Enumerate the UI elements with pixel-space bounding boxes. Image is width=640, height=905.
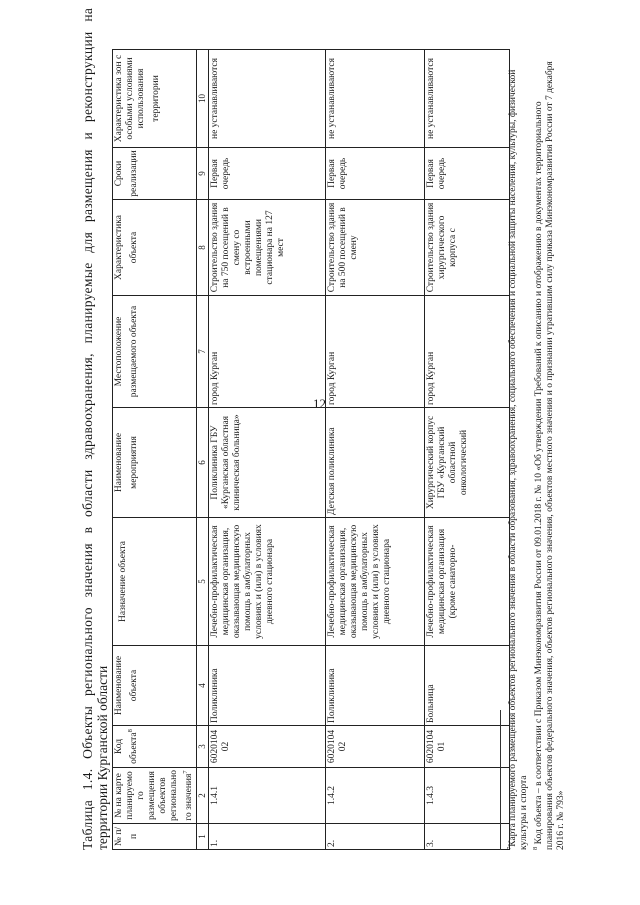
object-code: 602010402 xyxy=(326,726,425,768)
object-location: город Курган xyxy=(425,296,510,408)
object-purpose: Лечебно-профилактическая медицинская организация, оказывающая медицинскую помощь в амбулаторных условиях и (или) в условиях дневного стационара xyxy=(209,518,326,646)
column-header: Наименование объекта xyxy=(113,646,197,726)
object-code: 602010401 xyxy=(425,726,510,768)
row-number: 3. xyxy=(425,824,510,850)
object-name: Поликлиника xyxy=(326,646,425,726)
map-number: 1.4.3 xyxy=(425,768,510,824)
object-purpose: Лечебно-профилактическая медицинская организация, оказывающая медицинскую помощь в амбулаторных условиях и (или) в условиях дневного стационара xyxy=(326,518,425,646)
footnote: $^8$ Код объекта – в соответствии с Приказом Минэкономразвития России от 09.01.2018 г. № 10 «Об утверждении Требований к описанию и отображению в документах территориального планирования объектов федерального значения, объектов регионального значения, объектов местного значения и о признании утратившим силу приказа Минэкономразвития России от 7 декабря 2016 г. № 793» xyxy=(532,61,567,850)
implementation-term: Первая очередь xyxy=(209,148,326,200)
footnote-separator xyxy=(500,710,501,850)
column-number: 2 xyxy=(197,768,209,824)
table-row xyxy=(326,50,425,850)
event-name: Детская поликлиника xyxy=(326,408,425,518)
event-name: Хирургический корпус ГБУ «Курганский областной онкологический xyxy=(425,408,510,518)
special-zones: не устанавливаются xyxy=(326,50,425,148)
column-number: 10 xyxy=(197,50,209,148)
row-number: 2. xyxy=(326,824,425,850)
object-characteristic: Строительство здания на 500 посещений в смену xyxy=(326,200,425,296)
column-number: 6 xyxy=(197,408,209,518)
column-number: 8 xyxy=(197,200,209,296)
column-header: Местоположение размещаемого объекта xyxy=(113,296,197,408)
table-row xyxy=(425,50,510,850)
object-name: Поликлиника xyxy=(209,646,326,726)
object-location: город Курган xyxy=(326,296,425,408)
column-number: 4 xyxy=(197,646,209,726)
column-header: № п/п xyxy=(113,824,197,850)
column-number: 1 xyxy=(197,824,209,850)
page-number: 12 xyxy=(313,396,326,411)
object-code: 602010402 xyxy=(209,726,326,768)
map-number: 1.4.2 xyxy=(326,768,425,824)
event-name: Поликлиника ГБУ «Курганская областная клиническая больница» xyxy=(209,408,326,518)
column-number: 5 xyxy=(197,518,209,646)
special-zones: не устанавливаются xyxy=(425,50,510,148)
column-header: Характеристика объекта xyxy=(113,200,197,296)
table-title xyxy=(80,7,110,850)
footnotes xyxy=(500,50,567,850)
column-header: Характеристика зон с особыми условиями использования территории xyxy=(113,50,197,148)
column-number: 9 xyxy=(197,148,209,200)
rotated-page-content xyxy=(80,7,600,850)
table-row xyxy=(209,50,326,850)
implementation-term: Первая очередь xyxy=(326,148,425,200)
column-header: Назначение объекта xyxy=(113,518,197,646)
table-title-line-1: Таблица 1.4. Объекты регионального значения в области здравоохранения, планируемые для размещения и реконструкции на xyxy=(80,7,95,850)
column-header: № на карте планируемого размещения объектов регионального значения$^7$ xyxy=(113,768,197,824)
map-number: 1.4.1 xyxy=(209,768,326,824)
object-characteristic: Строительство здания хирургического корпуса с xyxy=(425,200,510,296)
table-header-row xyxy=(113,50,197,850)
object-characteristic: Строительство здания на 750 посещений в смену со встроенными помещениями стационара на 127 мест xyxy=(209,200,326,296)
column-header: Код объекта$^8$ xyxy=(113,726,197,768)
object-location: город Курган xyxy=(209,296,326,408)
special-zones: не устанавливаются xyxy=(209,50,326,148)
column-header: Наименование мероприятия xyxy=(113,408,197,518)
column-number: 3 xyxy=(197,726,209,768)
column-number-row xyxy=(197,50,209,850)
object-purpose: Лечебно-профилактическая медицинская организация (кроме санаторно- xyxy=(425,518,510,646)
object-name: Больница xyxy=(425,646,510,726)
column-number: 7 xyxy=(197,296,209,408)
row-number: 1. xyxy=(209,824,326,850)
table-title-line-2: территории Курганской области xyxy=(95,665,110,850)
footnote: $^7$Карта планируемого размещения объектов регионального значения в области образования, здравоохранения, социального обеспечения и социальной защиты населения, культуры, физической культуры и спорта xyxy=(506,69,530,850)
health-facilities-table xyxy=(112,49,510,850)
implementation-term: Первая очередь xyxy=(425,148,510,200)
column-header: Сроки реализации xyxy=(113,148,197,200)
